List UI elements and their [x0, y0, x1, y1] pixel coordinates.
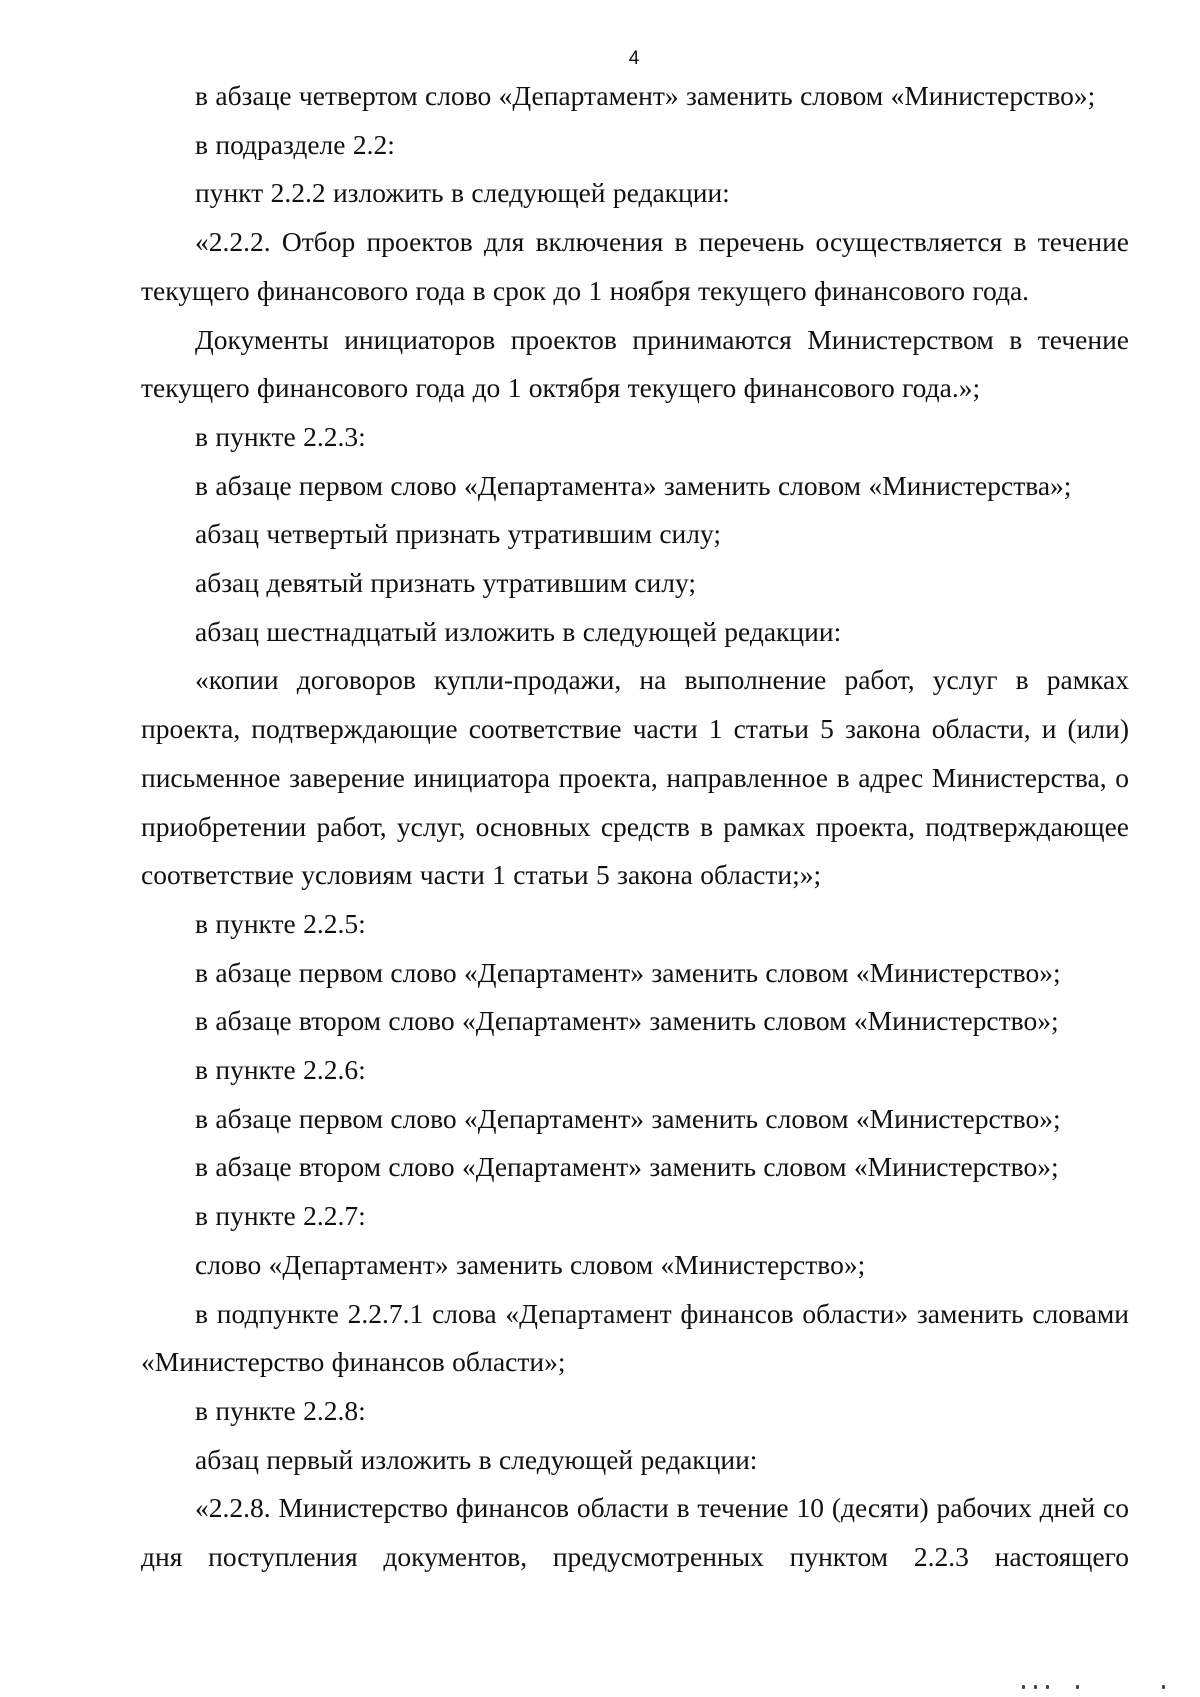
paragraph: в абзаце четвертом слово «Департамент» заменить словом «Министерство»; — [195, 80, 1096, 111]
paragraph: абзац шестнадцатый изложить в следующей редакции: — [195, 615, 842, 647]
paragraph: в абзаце первом слово «Департамента» заменить словом «Министерства»; — [195, 469, 1072, 501]
paragraph: «2.2.2. Отбор проектов для включения в перечень осуществляется в течение текущего финансового года в срок до 1 ноября текущего финансового года. — [141, 226, 1129, 306]
paragraph: абзац девятый признать утратившим силу; — [195, 567, 697, 599]
paragraph: «копии договоров купли-продажи, на выполнение работ, услуг в рамках проекта, подтверждающие соответствие части 1 статьи 5 закона области, и (или) письменное заверение инициатора проекта, направленное в адрес Министерства, о приобретении работ, услуг, основных средств в рамках проекта, подтверждающее соответствие условиям части 1 статьи 5 закона области;»; — [141, 664, 1129, 891]
paragraph: абзац четвертый признать утратившим силу; — [195, 518, 722, 550]
paragraph: Документы инициаторов проектов принимаются Министерством в течение текущего финансового года до 1 октября текущего финансового года.»; — [141, 323, 1129, 404]
paragraph: слово «Департамент» заменить словом «Министерство»; — [195, 1248, 866, 1280]
paragraph: в пункте 2.2.7: — [195, 1200, 366, 1232]
scan-artifact-marks — [1012, 1683, 1172, 1689]
paragraph: в пункте 2.2.3: — [195, 420, 366, 452]
paragraph: в абзаце втором слово «Департамент» заменить словом «Министерство»; — [195, 1151, 1059, 1183]
paragraph: абзац первый изложить в следующей редакции: — [195, 1443, 758, 1475]
document-body — [141, 72, 1129, 1582]
paragraph: пункт 2.2.2 изложить в следующей редакции: — [195, 177, 730, 209]
paragraph: в абзаце первом слово «Департамент» заменить словом «Министерство»; — [195, 956, 1061, 988]
paragraph: «2.2.8. Министерство финансов области в течение 10 (десяти) рабочих дней со дня поступления документов, предусмотренных пунктом 2.2.3 настоящего — [141, 1492, 1129, 1573]
paragraph: в пункте 2.2.8: — [195, 1394, 366, 1426]
paragraph: в подпункте 2.2.7.1 слова «Департамент финансов области» заменить словами «Министерство финансов области»; — [141, 1297, 1129, 1378]
paragraph: в подразделе 2.2: — [195, 128, 395, 160]
paragraph: в пункте 2.2.6: — [195, 1054, 366, 1086]
paragraph: в абзаце первом слово «Департамент» заменить словом «Министерство»; — [195, 1102, 1061, 1134]
page-number: 4 — [628, 48, 640, 69]
paragraph: в абзаце втором слово «Департамент» заменить словом «Министерство»; — [195, 1005, 1059, 1037]
paragraph: в пункте 2.2.5: — [195, 907, 366, 939]
